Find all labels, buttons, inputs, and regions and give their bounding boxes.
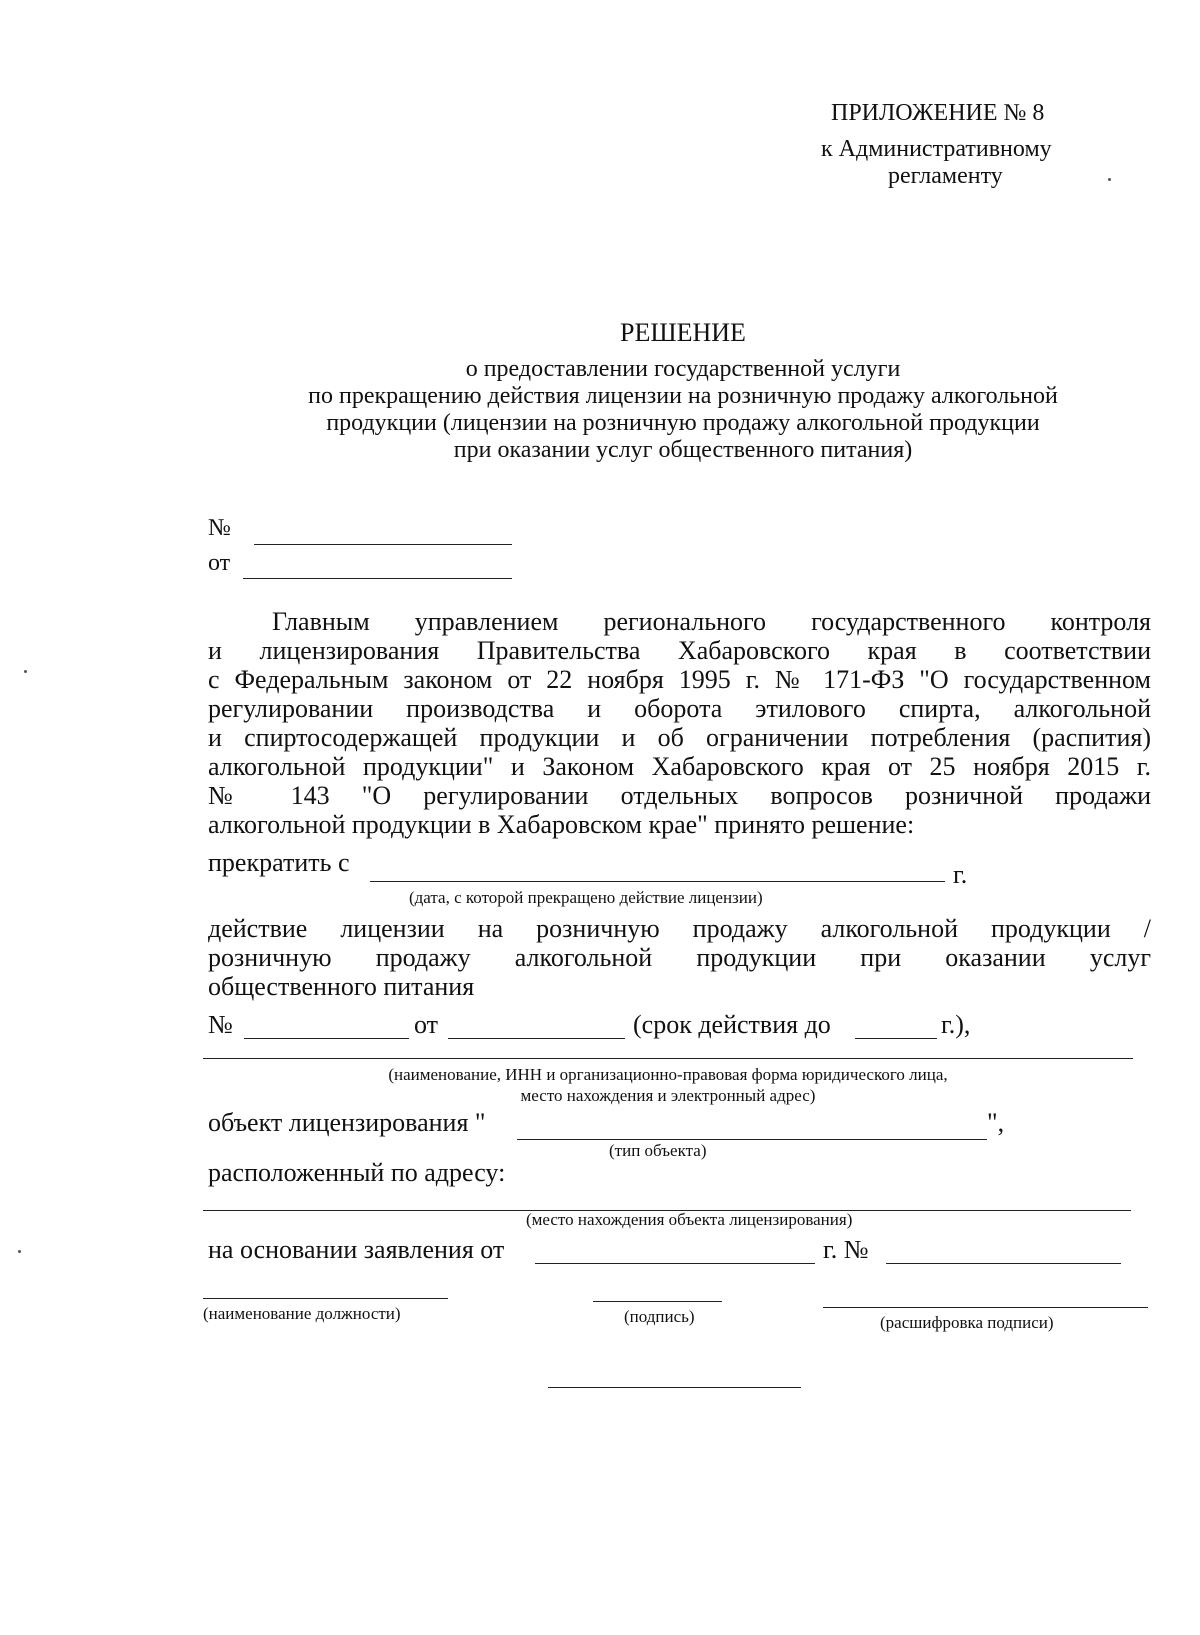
application-number-field[interactable]	[886, 1263, 1121, 1264]
body-line-6: алкогольной продукции" и Законом Хабаровского края от 25 ноября 2015 г.	[208, 752, 1151, 781]
scan-speck	[18, 1250, 21, 1253]
object-close-quote: ",	[987, 1108, 1005, 1137]
signature-field[interactable]	[593, 1301, 722, 1302]
document-title: РЕШЕНИЕ	[620, 318, 746, 347]
address-label: расположенный по адресу:	[208, 1158, 506, 1187]
body-line-7: № 143 "О регулировании отдельных вопросов розничной продажи	[208, 781, 1151, 810]
license-number-field[interactable]	[244, 1038, 409, 1039]
terminate-year-suffix: г.	[953, 860, 968, 889]
terminate-date-field[interactable]	[370, 881, 945, 882]
position-hint: (наименование должности)	[203, 1304, 401, 1323]
object-type-hint: (тип объекта)	[609, 1141, 707, 1160]
body-line-2: и лицензирования Правительства Хабаровского края в соответствии	[208, 636, 1151, 665]
license-validity-suffix: г.),	[941, 1010, 971, 1039]
body-line-3: с Федеральным законом от 22 ноября 1995 г. № 171-ФЗ "О государственном	[208, 665, 1151, 694]
title-line-2: по прекращению действия лицензии на розничную продажу алкогольной	[308, 383, 1058, 409]
license-line-2: розничную продажу алкогольной продукции при оказании услуг	[208, 943, 1151, 972]
signature-decoding-field[interactable]	[823, 1307, 1148, 1308]
object-label: объект лицензирования "	[208, 1108, 486, 1137]
position-field[interactable]	[203, 1298, 448, 1299]
appendix-reference-line1: к Административному	[821, 136, 1052, 162]
title-line-1: о предоставлении государственной услуги	[465, 356, 901, 382]
object-type-field[interactable]	[517, 1139, 987, 1140]
terminate-date-hint: (дата, с которой прекращено действие лицензии)	[409, 888, 763, 907]
decision-date-label: от	[208, 550, 231, 576]
signature-decoding-hint: (расшифровка подписи)	[880, 1313, 1054, 1332]
body-line-5: и спиртосодержащей продукции и об ограничении потребления (распития)	[208, 723, 1151, 752]
terminate-label: прекратить с	[208, 848, 350, 877]
entity-hint-line-2: место нахождения и электронный адрес)	[520, 1086, 816, 1105]
license-date-label: от	[414, 1010, 439, 1039]
license-line-3: общественного питания	[208, 972, 475, 1001]
body-line-4: регулировании производства и оборота этилового спирта, алкогольной	[208, 694, 1151, 723]
license-line-1: действие лицензии на розничную продажу алкогольной продукции /	[208, 914, 1151, 943]
entity-name-field[interactable]	[203, 1058, 1133, 1059]
scan-speck	[1108, 178, 1111, 181]
address-hint: (место нахождения объекта лицензирования)	[526, 1210, 853, 1229]
license-validity-label: (срок действия до	[633, 1010, 831, 1039]
appendix-number: ПРИЛОЖЕНИЕ № 8	[831, 100, 1045, 126]
body-line-1: Главным управлением регионального государственного контроля	[272, 607, 1151, 636]
scan-speck	[24, 670, 27, 673]
appendix-reference-line2: регламенту	[888, 163, 1003, 189]
decision-number-label: №	[208, 515, 231, 541]
title-line-3: продукции (лицензии на розничную продажу алкогольной продукции	[326, 410, 1040, 436]
license-number-label: №	[208, 1010, 233, 1039]
entity-hint-line-1: (наименование, ИНН и организационно-правовая форма юридического лица,	[388, 1065, 948, 1084]
title-line-4: при оказании услуг общественного питания)	[453, 437, 913, 463]
decision-number-field[interactable]	[254, 544, 512, 545]
application-number-label: г. №	[823, 1235, 869, 1264]
decision-date-field[interactable]	[243, 578, 512, 579]
license-date-field[interactable]	[448, 1038, 625, 1039]
license-validity-field[interactable]	[855, 1038, 937, 1039]
application-label: на основании заявления от	[208, 1235, 505, 1264]
closing-separator	[548, 1387, 801, 1388]
signature-hint: (подпись)	[624, 1307, 695, 1326]
application-date-field[interactable]	[535, 1263, 815, 1264]
body-line-8: алкогольной продукции в Хабаровском крае" принято решение:	[208, 810, 915, 839]
